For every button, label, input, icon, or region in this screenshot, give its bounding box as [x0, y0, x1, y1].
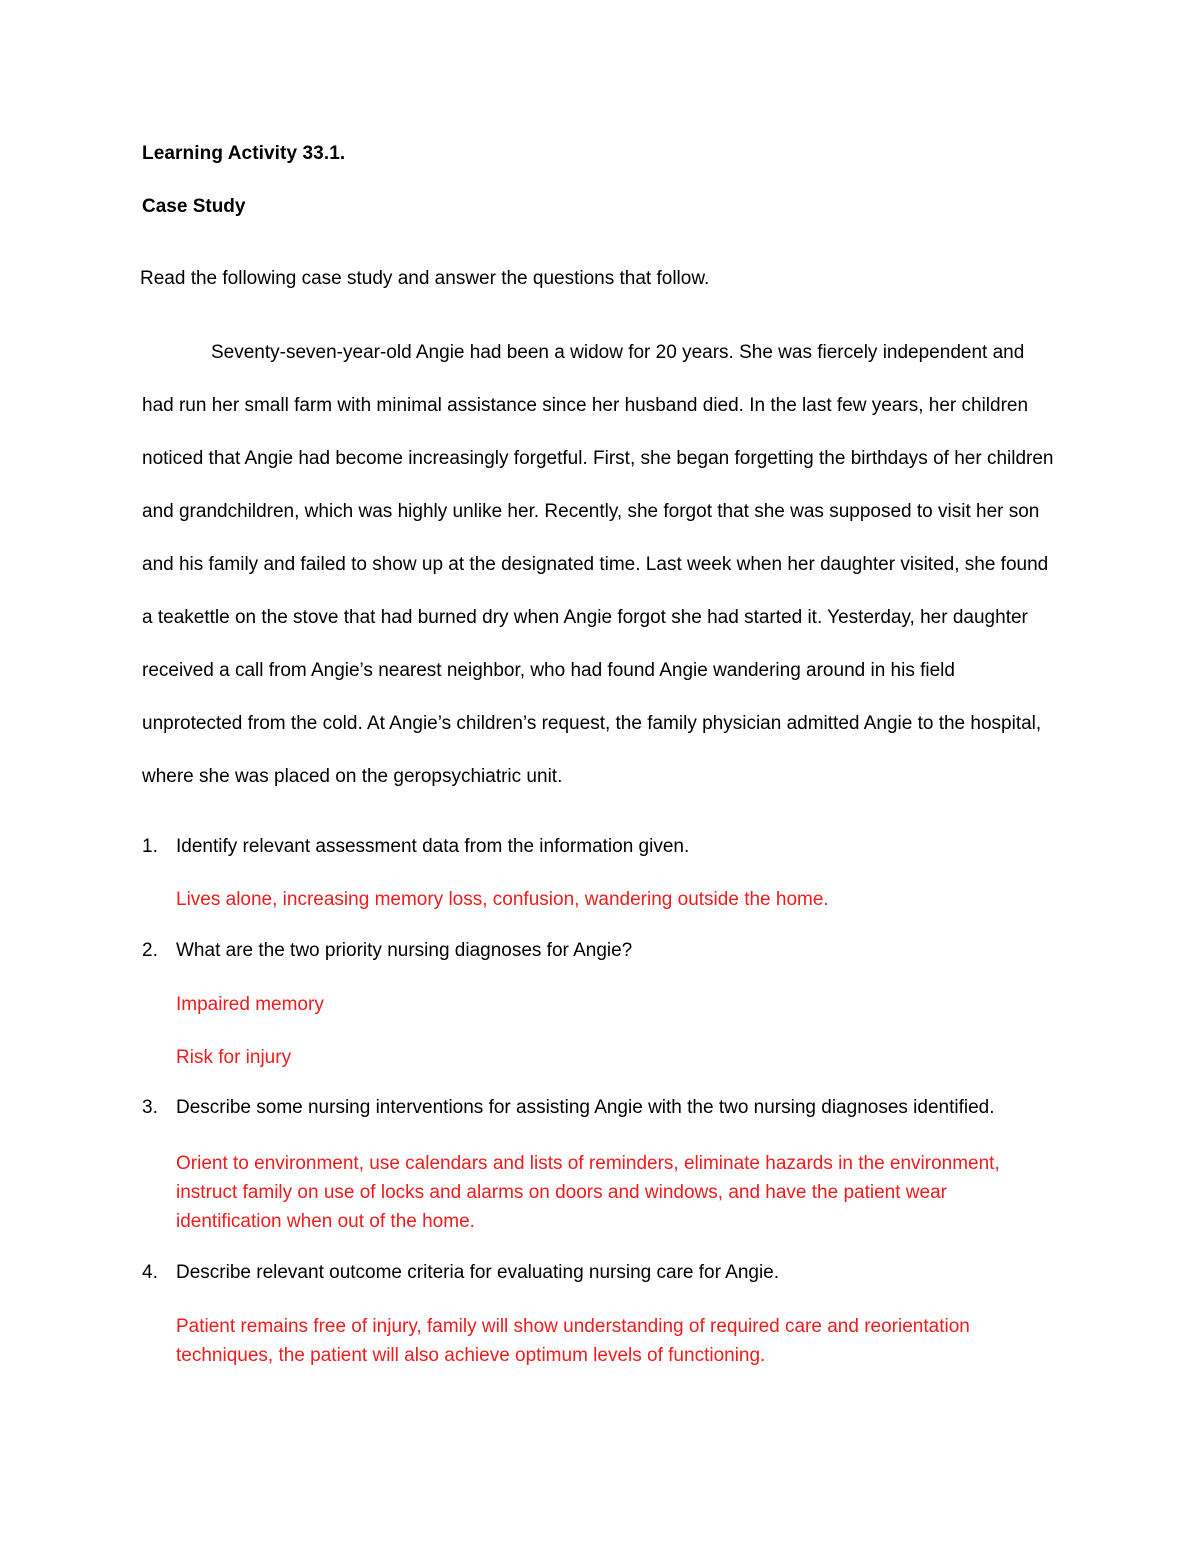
answer-2b: Risk for injury [176, 1047, 292, 1068]
question-4 [142, 1262, 779, 1284]
question-text: What are the two priority nursing diagnoses for Angie? [176, 940, 633, 961]
question-number: 1. [142, 836, 158, 857]
question-number: 4. [142, 1262, 158, 1283]
question-text: Describe some nursing interventions for assisting Angie with the two nursing diagnoses identified. [176, 1097, 995, 1118]
instructions-text: Read the following case study and answer the questions that follow. [140, 268, 710, 289]
question-3 [142, 1097, 995, 1119]
question-2 [142, 940, 632, 962]
question-text: Identify relevant assessment data from the information given. [176, 836, 690, 857]
answer-4: Patient remains free of injury, family will show understanding of required care and reorientation techniques, the patient will also achieve optimum levels of functioning. [176, 1316, 970, 1366]
case-study-paragraph: Seventy-seven-year-old Angie had been a widow for 20 years. She was fiercely independent and had run her small farm with minimal assistance since her husband died. In the last few years, her children noticed that Angie had become increasingly forgetful. First, she began forgetting the birthdays of her children and grandchildren, which was highly unlike her. Recently, she forgot that she was supposed to visit her son and his family and failed to show up at the designated time. Last week when her daughter visited, she found a teakettle on the stove that had burned dry when Angie forgot she had started it. Yesterday, her daughter received a call from Angie’s nearest neighbor, who had found Angie wandering around in his field unprotected from the cold. At Angie’s children’s request, the family physician admitted Angie to the hospital, where she was placed on the geropsychiatric unit. [142, 342, 1054, 787]
question-number: 2. [142, 940, 158, 961]
question-number: 3. [142, 1097, 158, 1118]
answer-2a: Impaired memory [176, 994, 324, 1015]
answer-1: Lives alone, increasing memory loss, confusion, wandering outside the home. [176, 889, 829, 910]
question-1 [142, 836, 689, 858]
document-subtitle: Case Study [142, 196, 246, 217]
answer-3: Orient to environment, use calendars and lists of reminders, eliminate hazards in the environment, instruct family on use of locks and alarms on doors and windows, and have the patient wear identification when out of the home. [176, 1153, 1000, 1232]
question-text: Describe relevant outcome criteria for evaluating nursing care for Angie. [176, 1262, 780, 1283]
document-title: Learning Activity 33.1. [142, 143, 346, 164]
